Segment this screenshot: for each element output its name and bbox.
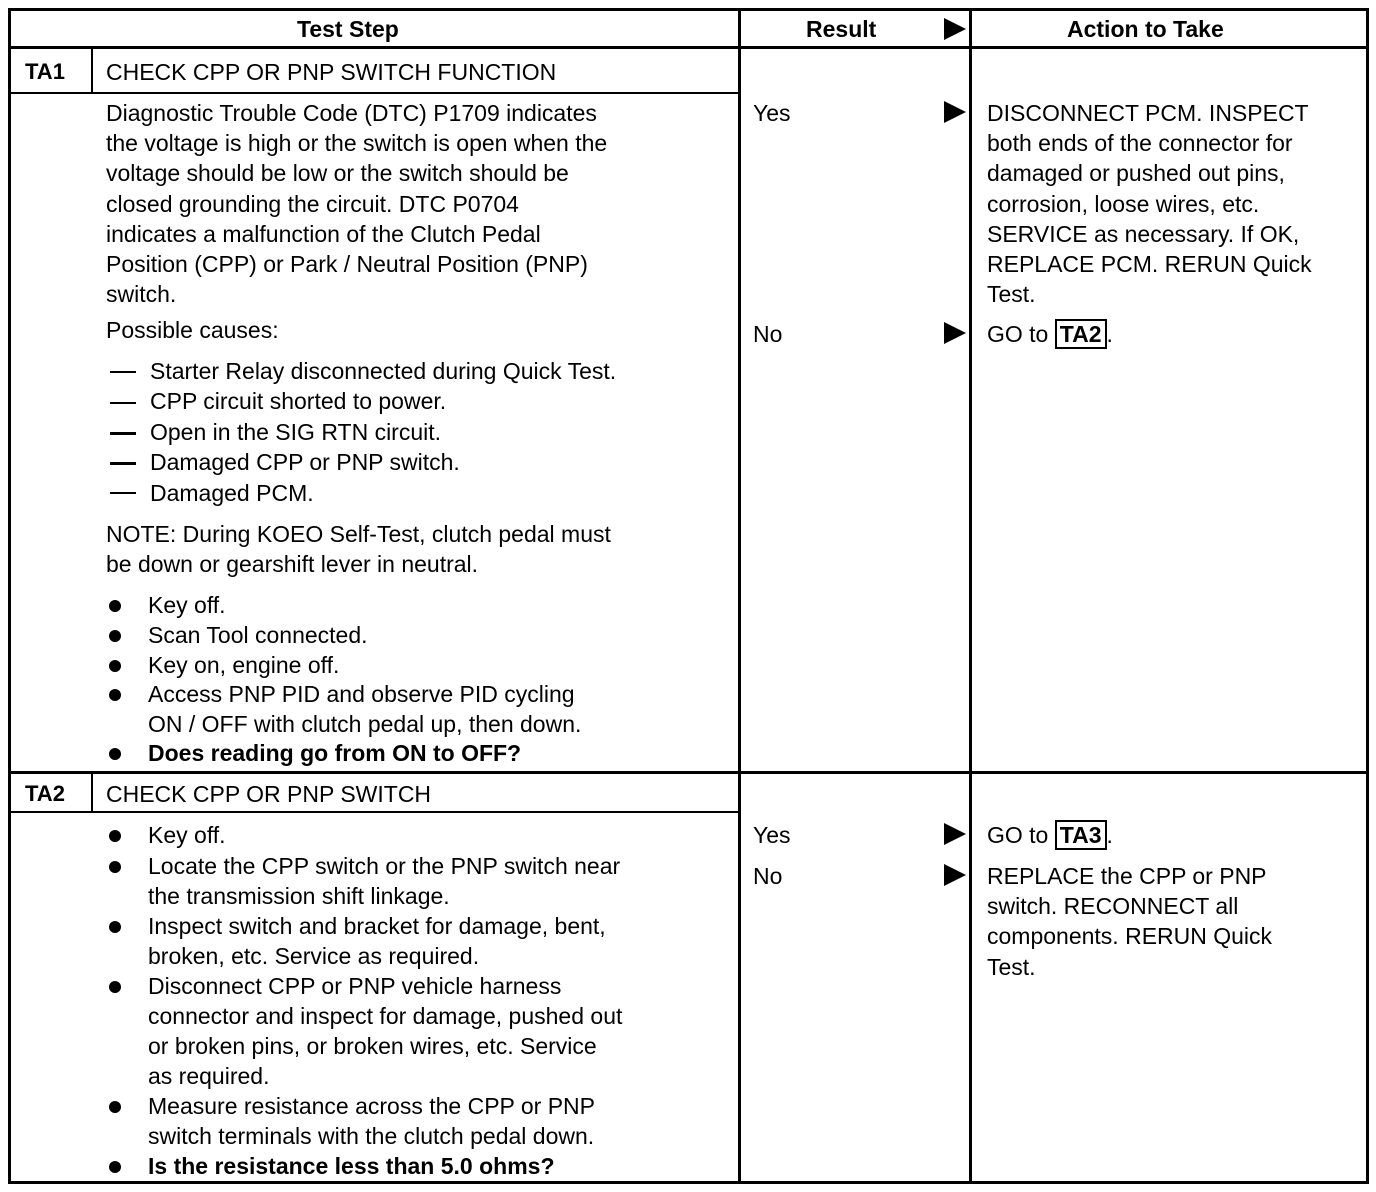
bullet-icon — [109, 689, 121, 701]
ta1-action-yes-line: REPLACE PCM. RERUN Quick — [987, 251, 1312, 278]
ta2-step: Key off. — [148, 822, 226, 848]
header-test-step: Test Step — [297, 16, 399, 42]
header-arrow-icon — [944, 18, 966, 40]
ta1-description-line: voltage should be low or the switch should be — [106, 160, 569, 187]
bullet-icon — [109, 981, 121, 993]
dash-icon — [110, 462, 136, 465]
bullet-icon — [109, 830, 121, 842]
ta2-step: Locate the CPP switch or the PNP switch near — [148, 853, 621, 879]
ta1-title-rule — [8, 92, 738, 94]
ta1-step: Scan Tool connected. — [148, 622, 368, 648]
ta1-step: ON / OFF with clutch pedal up, then down. — [148, 711, 582, 737]
result-column-divider — [738, 8, 741, 1184]
ta1-question: Does reading go from ON to OFF? — [148, 740, 522, 766]
ta1-cause: CPP circuit shorted to power. — [150, 388, 447, 414]
header-result: Result — [806, 16, 877, 42]
ta2-step: switch terminals with the clutch pedal down. — [148, 1123, 595, 1149]
bullet-icon — [109, 748, 121, 760]
bullet-icon — [109, 861, 121, 873]
bullet-icon — [109, 1101, 121, 1113]
ta2-action-yes — [987, 820, 1113, 850]
ta1-description-line: indicates a malfunction of the Clutch Pedal — [106, 220, 541, 247]
header-action: Action to Take — [1067, 16, 1224, 42]
dash-icon — [110, 432, 136, 435]
ta1-causes-label: Possible causes: — [106, 317, 279, 343]
ta1-note-line: be down or gearshift lever in neutral. — [106, 551, 479, 578]
ta1-description-line: the voltage is high or the switch is open when the — [106, 130, 608, 157]
ta1-description — [106, 98, 607, 309]
ta2-action-yes-prefix: GO to — [987, 822, 1049, 848]
ta2-step: Disconnect CPP or PNP vehicle harness — [148, 973, 562, 999]
ta1-step: Key off. — [148, 592, 226, 618]
ta1-id-divider — [91, 49, 93, 93]
bullet-icon — [109, 921, 121, 933]
ta1-action-yes-line: damaged or pushed out pins, — [987, 160, 1285, 187]
ta2-step: connector and inspect for damage, pushed out — [148, 1003, 623, 1029]
ta2-result-no: No — [753, 863, 783, 889]
dash-icon — [110, 371, 136, 373]
action-column-divider — [969, 8, 972, 1184]
ta1-step: Key on, engine off. — [148, 652, 340, 678]
ta1-action-yes-line: SERVICE as necessary. If OK, — [987, 220, 1300, 247]
ta1-result-yes: Yes — [753, 100, 791, 126]
arrow-icon — [944, 864, 966, 886]
ta1-description-line: Diagnostic Trouble Code (DTC) P1709 indicates — [106, 100, 597, 126]
arrow-icon — [944, 101, 966, 123]
ta1-step: Access PNP PID and observe PID cycling — [148, 681, 575, 707]
ta1-description-line: Position (CPP) or Park / Neutral Position (PNP) — [106, 251, 588, 278]
ta2-title-rule — [8, 811, 738, 813]
ta2-question: Is the resistance less than 5.0 ohms? — [148, 1153, 555, 1179]
bullet-icon — [109, 600, 121, 612]
arrow-icon — [944, 322, 966, 344]
ta1-action-yes-line: corrosion, loose wires, etc. — [987, 190, 1260, 217]
ta2-action-no-line: components. RERUN Quick — [987, 923, 1273, 950]
ta1-action-yes — [987, 98, 1312, 309]
ta1-title: CHECK CPP OR PNP SWITCH FUNCTION — [106, 59, 557, 85]
ta2-action-no-line: REPLACE the CPP or PNP — [987, 863, 1267, 889]
ta2-step: or broken pins, or broken wires, etc. Service — [148, 1033, 597, 1059]
ta2-action-no — [987, 861, 1272, 982]
ta1-description-line: switch. — [106, 281, 177, 308]
ta1-cause: Damaged CPP or PNP switch. — [150, 449, 460, 475]
ta2-reference-link[interactable]: TA2 — [1055, 319, 1107, 349]
bullet-icon — [109, 1161, 121, 1173]
ta2-step: Inspect switch and bracket for damage, bent, — [148, 913, 606, 939]
ta2-step: broken, etc. Service as required. — [148, 943, 480, 969]
ta2-action-no-line: Test. — [987, 953, 1036, 980]
ta1-action-yes-line: DISCONNECT PCM. INSPECT — [987, 100, 1309, 126]
ta2-title: CHECK CPP OR PNP SWITCH — [106, 781, 432, 807]
ta1-cause: Damaged PCM. — [150, 480, 314, 506]
dash-icon — [110, 492, 136, 494]
ta1-note-line: NOTE: During KOEO Self-Test, clutch pedal must — [106, 521, 611, 547]
ta2-id-divider — [91, 774, 93, 812]
ta2-result-yes: Yes — [753, 822, 791, 848]
ta1-description-line: closed grounding the circuit. DTC P0704 — [106, 190, 519, 217]
bullet-icon — [109, 630, 121, 642]
ta2-step: Measure resistance across the CPP or PNP — [148, 1093, 595, 1119]
ta1-note — [106, 519, 611, 579]
ta1-id: TA1 — [25, 59, 65, 84]
ta1-action-no-suffix: . — [1106, 321, 1113, 347]
ta1-cause: Open in the SIG RTN circuit. — [150, 419, 442, 445]
ta1-action-yes-line: both ends of the connector for — [987, 130, 1293, 157]
bullet-icon — [109, 660, 121, 672]
arrow-icon — [944, 823, 966, 845]
header-rule — [8, 46, 1369, 49]
ta1-action-no — [987, 319, 1113, 349]
ta2-top-rule — [8, 771, 1369, 774]
ta3-reference-link[interactable]: TA3 — [1055, 820, 1107, 850]
ta1-action-yes-line: Test. — [987, 281, 1036, 308]
ta1-result-no: No — [753, 321, 783, 347]
ta2-action-no-line: switch. RECONNECT all — [987, 893, 1239, 920]
dash-icon — [110, 402, 136, 404]
ta2-action-yes-suffix: . — [1106, 822, 1113, 848]
ta2-id: TA2 — [25, 781, 65, 806]
ta1-action-no-prefix: GO to — [987, 321, 1049, 347]
ta2-step: as required. — [148, 1063, 270, 1089]
ta2-step: the transmission shift linkage. — [148, 883, 450, 909]
ta1-cause: Starter Relay disconnected during Quick Test. — [150, 358, 617, 384]
